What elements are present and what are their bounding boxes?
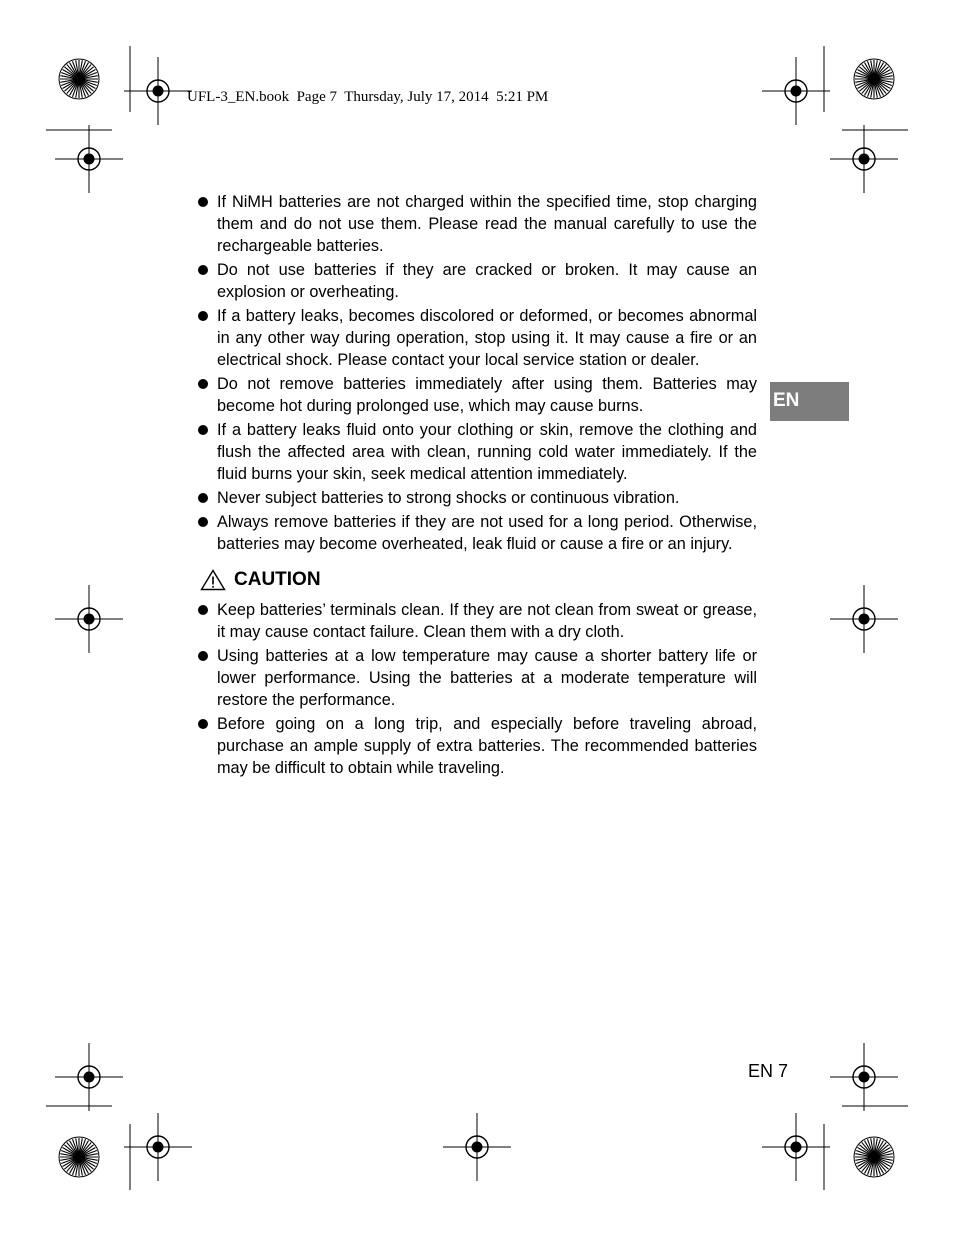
print-header: UFL-3_EN.book Page 7 Thursday, July 17, 2014 5:21 PM bbox=[187, 89, 549, 105]
starburst-target-icon bbox=[854, 1137, 894, 1177]
list-item: If a battery leaks, becomes discolored or deformed, or becomes abnormal in any other way during operation, stop using it. It may cause a fire or an electrical shock. Please contact your local service station or dealer. bbox=[197, 305, 757, 371]
list-item: Before going on a long trip, and especially before traveling abroad, purchase an ample supply of extra batteries. The recommended batteries may be difficult to obtain while traveling. bbox=[197, 713, 757, 779]
registration-mark-icon bbox=[830, 585, 898, 653]
list-item: Always remove batteries if they are not used for a long period. Otherwise, batteries may become overheated, leak fluid or cause a fire or an injury. bbox=[197, 511, 757, 555]
registration-mark-icon bbox=[124, 57, 192, 125]
registration-mark-icon bbox=[830, 125, 898, 193]
starburst-target-icon bbox=[59, 59, 99, 99]
warning-triangle-icon bbox=[200, 569, 226, 591]
list-item: If a battery leaks fluid onto your clothing or skin, remove the clothing and flush the affected area with clean, running cold water immediately. If the fluid burns your skin, seek medical attention immediately. bbox=[197, 419, 757, 485]
registration-mark-icon bbox=[762, 57, 830, 125]
language-tab bbox=[770, 382, 849, 421]
language-tab-label: EN bbox=[773, 390, 800, 411]
page-content bbox=[197, 191, 757, 781]
registration-mark-icon bbox=[762, 1113, 830, 1181]
warning-list bbox=[197, 191, 757, 555]
registration-mark-icon bbox=[55, 1043, 123, 1111]
registration-mark-icon bbox=[443, 1113, 511, 1181]
caution-heading-label: CAUTION bbox=[234, 569, 321, 590]
list-item: Using batteries at a low temperature may cause a shorter battery life or lower performance. Using the batteries at a moderate temperature will restore the performance. bbox=[197, 645, 757, 711]
list-item: If NiMH batteries are not charged within the specified time, stop charging them and do not use them. Please read the manual carefully to use the rechargeable batteries. bbox=[197, 191, 757, 257]
caution-list bbox=[197, 599, 757, 779]
caution-heading bbox=[200, 567, 757, 593]
starburst-target-icon bbox=[59, 1137, 99, 1177]
list-item: Never subject batteries to strong shocks or continuous vibration. bbox=[197, 487, 757, 509]
page-number: EN 7 bbox=[748, 1061, 789, 1081]
list-item: Do not use batteries if they are cracked or broken. It may cause an explosion or overheating. bbox=[197, 259, 757, 303]
list-item: Do not remove batteries immediately after using them. Batteries may become hot during prolonged use, which may cause burns. bbox=[197, 373, 757, 417]
registration-mark-icon bbox=[55, 125, 123, 193]
registration-mark-icon bbox=[830, 1043, 898, 1111]
starburst-target-icon bbox=[854, 59, 894, 99]
list-item: Keep batteries’ terminals clean. If they are not clean from sweat or grease, it may cause contact failure. Clean them with a dry cloth. bbox=[197, 599, 757, 643]
registration-mark-icon bbox=[55, 585, 123, 653]
registration-mark-icon bbox=[124, 1113, 192, 1181]
